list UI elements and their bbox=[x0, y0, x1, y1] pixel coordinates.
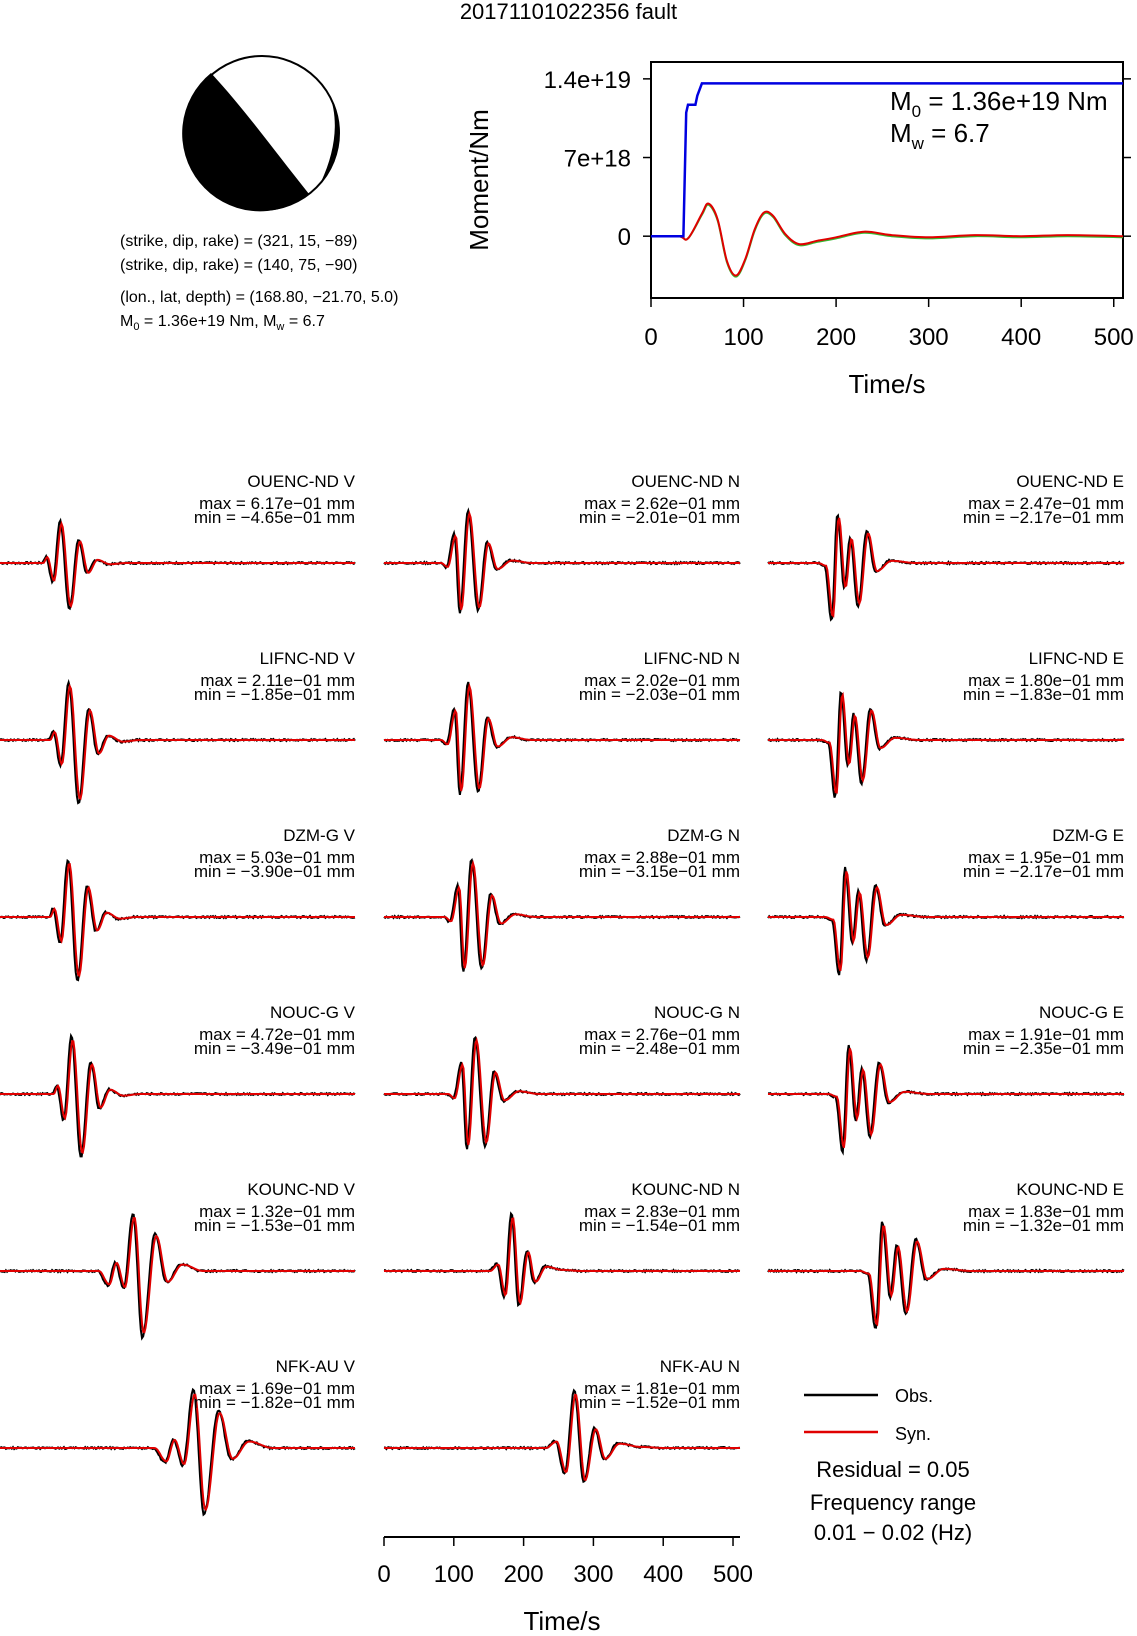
trace-max-label: max = 2.47e−01 mm bbox=[968, 494, 1124, 513]
trace-min-label: min = −3.49e−01 mm bbox=[193, 1039, 355, 1058]
synthetic-trace bbox=[768, 518, 1124, 616]
plane-2-text: (strike, dip, rake) = (140, 75, −90) bbox=[120, 257, 358, 274]
station-label: LIFNC-ND N bbox=[643, 649, 740, 668]
trace-max-label: max = 1.69e−01 mm bbox=[199, 1379, 355, 1398]
observed-trace bbox=[768, 867, 1124, 975]
trace-max-label: max = 1.95e−01 mm bbox=[968, 848, 1124, 867]
trace-max-label: max = 2.88e−01 mm bbox=[584, 848, 740, 867]
observed-trace bbox=[768, 1045, 1124, 1152]
trace-max-label: max = 1.81e−01 mm bbox=[584, 1379, 740, 1398]
station-label: NOUC-G N bbox=[654, 1003, 740, 1022]
trace-min-label: min = −1.52e−01 mm bbox=[578, 1393, 740, 1412]
station-label: OUENC-ND E bbox=[1016, 472, 1124, 491]
station-label: NOUC-G E bbox=[1039, 1003, 1124, 1022]
trace-min-label: min = −1.82e−01 mm bbox=[193, 1393, 355, 1412]
station-label: KOUNC-ND E bbox=[1016, 1180, 1124, 1199]
trace-max-label: max = 2.02e−01 mm bbox=[584, 671, 740, 690]
observed-trace bbox=[768, 516, 1124, 620]
residual-text: Residual = 0.05 bbox=[816, 1457, 970, 1482]
synthetic-trace bbox=[768, 872, 1124, 971]
observed-trace bbox=[0, 521, 355, 609]
moment-xtick-label: 0 bbox=[644, 324, 658, 351]
observed-trace bbox=[768, 1222, 1124, 1328]
waveform-panel bbox=[768, 1003, 1124, 1152]
moment-magnitude-text: $M_0 = 1.36e+19$ Nm, $M_w = 6.7$ bbox=[120, 313, 325, 333]
time-axis-tick-label: 500 bbox=[712, 1561, 754, 1588]
waveform-panel bbox=[384, 649, 740, 795]
waveform-panel bbox=[0, 1180, 356, 1338]
trace-min-label: min = −2.17e−01 mm bbox=[962, 862, 1124, 881]
waveform-panel bbox=[768, 649, 1124, 798]
time-axis-tick-label: 400 bbox=[643, 1561, 684, 1588]
trace-max-label: max = 5.03e−01 mm bbox=[199, 848, 355, 867]
moment-plot bbox=[464, 62, 1134, 399]
waveform-panel bbox=[0, 1357, 356, 1515]
observed-trace bbox=[768, 693, 1124, 798]
trace-min-label: min = −3.15e−01 mm bbox=[578, 862, 740, 881]
synthetic-trace bbox=[768, 1048, 1124, 1147]
trace-min-label: min = −2.17e−01 mm bbox=[962, 508, 1124, 527]
trace-min-label: min = −2.03e−01 mm bbox=[578, 685, 740, 704]
moment-ytick-label: 1.4e+19 bbox=[543, 66, 631, 94]
frequency-range: 0.01 − 0.02 (Hz) bbox=[813, 1520, 973, 1545]
trace-min-label: min = −1.53e−01 mm bbox=[193, 1216, 355, 1235]
time-axis-tick-label: 300 bbox=[573, 1561, 614, 1588]
trace-min-label: min = −1.85e−01 mm bbox=[193, 685, 355, 704]
trace-min-label: min = −2.48e−01 mm bbox=[578, 1039, 740, 1058]
moment-x-label: Time/s bbox=[848, 369, 926, 399]
moment-xtick-label: 300 bbox=[908, 324, 949, 351]
waveform-panel bbox=[768, 1180, 1124, 1328]
frequency-title: Frequency range bbox=[809, 1490, 977, 1515]
waveform-panel bbox=[768, 826, 1124, 975]
trace-min-label: min = −1.32e−01 mm bbox=[962, 1216, 1124, 1235]
figure-title: 20171101022356 fault bbox=[459, 0, 678, 24]
moment-ytick-label: 7e+18 bbox=[563, 145, 631, 173]
station-label: DZM-G E bbox=[1052, 826, 1124, 845]
trace-max-label: max = 1.80e−01 mm bbox=[968, 671, 1124, 690]
waveform-panel bbox=[0, 472, 356, 609]
synthetic-trace bbox=[0, 1218, 355, 1332]
waveform-panel bbox=[384, 826, 740, 972]
station-label: DZM-G N bbox=[667, 826, 740, 845]
moment-y-label: Moment/Nm bbox=[464, 109, 494, 251]
legend bbox=[804, 1386, 976, 1545]
moment-series-line bbox=[651, 203, 1123, 275]
trace-max-label: max = 2.76e−01 mm bbox=[584, 1025, 740, 1044]
trace-max-label: max = 2.11e−01 mm bbox=[200, 671, 355, 690]
trace-max-label: max = 6.17e−01 mm bbox=[199, 494, 355, 513]
moment-xtick-label: 400 bbox=[1001, 324, 1042, 351]
time-axis-label: Time/s bbox=[523, 1606, 601, 1636]
time-axis-tick-label: 100 bbox=[433, 1561, 474, 1588]
station-label: OUENC-ND N bbox=[631, 472, 740, 491]
trace-min-label: min = −2.01e−01 mm bbox=[578, 508, 740, 527]
synthetic-trace bbox=[768, 1227, 1124, 1325]
trace-min-label: min = −1.54e−01 mm bbox=[578, 1216, 740, 1235]
moment-xtick-label: 500 bbox=[1093, 324, 1134, 351]
m0-annotation: $M_0 = 1.36e+19$ Nm bbox=[890, 86, 1108, 121]
time-axis-tick-label: 0 bbox=[377, 1561, 391, 1588]
trace-max-label: max = 2.83e−01 mm bbox=[584, 1202, 740, 1221]
trace-min-label: min = −2.35e−01 mm bbox=[962, 1039, 1124, 1058]
trace-min-label: min = −4.65e−01 mm bbox=[193, 508, 355, 527]
waveform-panel bbox=[0, 649, 356, 803]
station-label: DZM-G V bbox=[283, 826, 355, 845]
legend-obs-label: Obs. bbox=[895, 1386, 934, 1406]
trace-min-label: min = −3.90e−01 mm bbox=[193, 862, 355, 881]
waveform-panel bbox=[0, 1003, 356, 1156]
synthetic-trace bbox=[768, 695, 1124, 792]
trace-max-label: max = 4.72e−01 mm bbox=[199, 1025, 355, 1044]
moment-xtick-label: 200 bbox=[816, 324, 857, 351]
waveform-time-axis bbox=[377, 1537, 753, 1636]
trace-max-label: max = 1.83e−01 mm bbox=[968, 1202, 1124, 1221]
trace-max-label: max = 1.32e−01 mm bbox=[199, 1202, 355, 1221]
station-label: NFK-AU V bbox=[275, 1357, 355, 1376]
mw-annotation: $M_w = 6.7$ bbox=[890, 118, 990, 153]
waveform-panel bbox=[384, 1357, 740, 1482]
moment-xtick-label: 100 bbox=[723, 324, 764, 351]
mechanism-info bbox=[120, 233, 398, 333]
waveform-panel bbox=[384, 1003, 740, 1149]
waveform-panel bbox=[384, 1180, 740, 1305]
trace-max-label: max = 2.62e−01 mm bbox=[584, 494, 740, 513]
legend-syn-label: Syn. bbox=[895, 1424, 932, 1444]
waveform-panel bbox=[0, 826, 356, 980]
station-label: NOUC-G V bbox=[270, 1003, 355, 1022]
location-text: (lon., lat, depth) = (168.80, −21.70, 5.0) bbox=[120, 289, 399, 306]
time-axis-tick-label: 200 bbox=[503, 1561, 544, 1588]
station-label: LIFNC-ND E bbox=[1028, 649, 1124, 668]
moment-x-axis bbox=[644, 298, 1133, 351]
plane-1-text: (strike, dip, rake) = (321, 15, −89) bbox=[120, 233, 358, 250]
moment-ytick-label: 0 bbox=[617, 224, 631, 252]
trace-min-label: min = −1.83e−01 mm bbox=[962, 685, 1124, 704]
trace-max-label: max = 1.91e−01 mm bbox=[968, 1025, 1124, 1044]
beachball bbox=[182, 56, 339, 211]
station-label: OUENC-ND V bbox=[247, 472, 355, 491]
station-label: KOUNC-ND V bbox=[247, 1180, 355, 1199]
waveform-panel bbox=[768, 472, 1124, 620]
waveform-panel bbox=[384, 472, 740, 613]
waveform-grid bbox=[0, 472, 1124, 1515]
station-label: NFK-AU N bbox=[659, 1357, 740, 1376]
station-label: KOUNC-ND N bbox=[631, 1180, 740, 1199]
station-label: LIFNC-ND V bbox=[259, 649, 355, 668]
